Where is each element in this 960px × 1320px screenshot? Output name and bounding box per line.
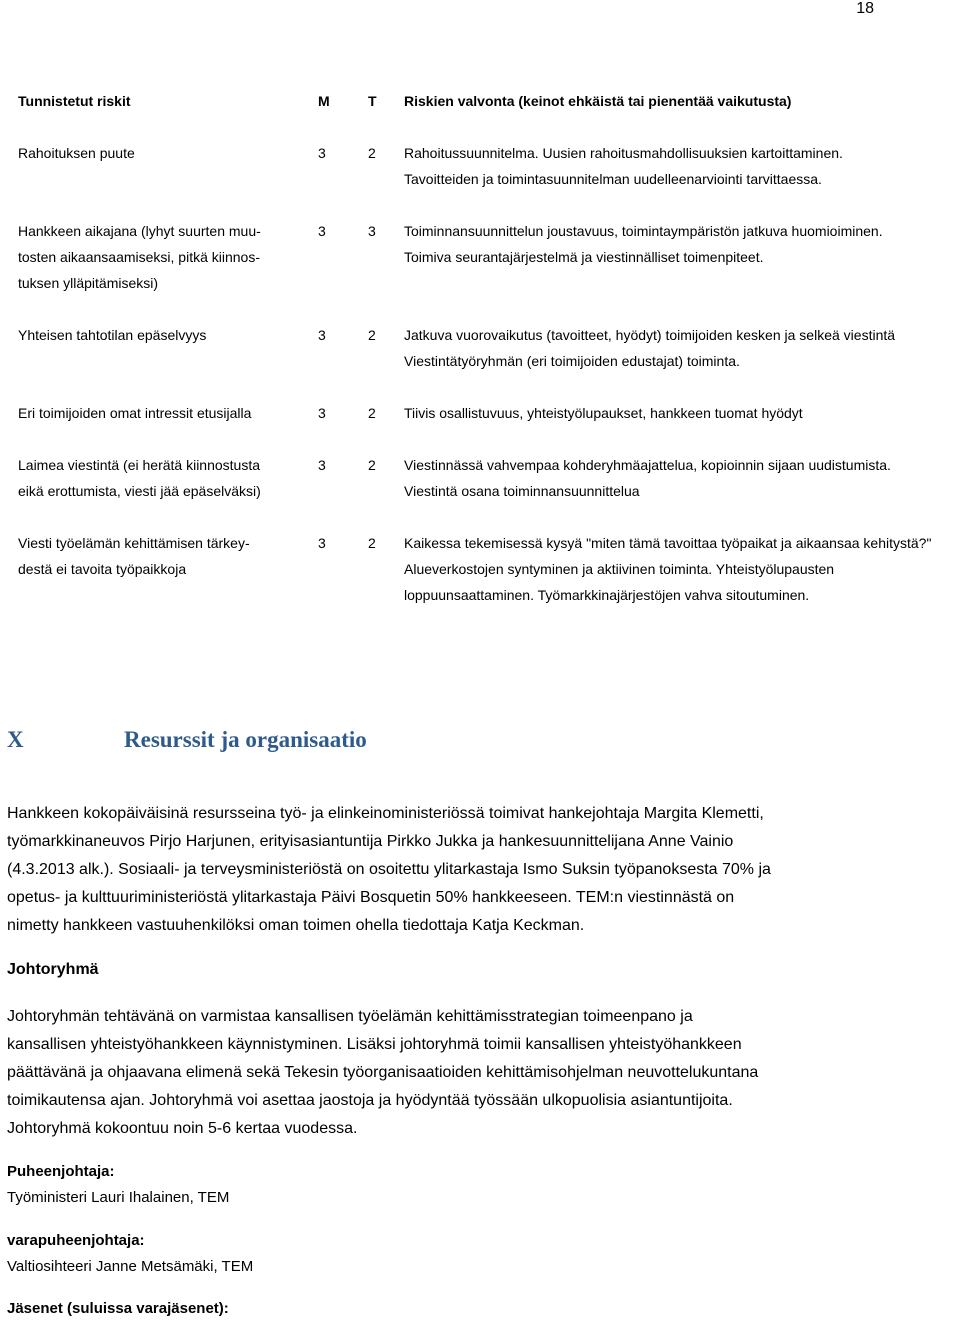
paragraph-line: nimetty hankkeen vastuuhenkilöksi oman toimen ohella tiedottaja Katja Keckman. — [7, 917, 585, 934]
control-cell — [404, 530, 954, 608]
control-cell — [404, 452, 954, 504]
page-number: 18 — [856, 0, 874, 17]
control-text: Viestintä osana toiminnansuunnittelua — [404, 483, 640, 499]
t-cell: 2 — [368, 405, 376, 421]
control-text: Viestintätyöryhmän (eri toimijoiden edustajat) toiminta. — [404, 353, 740, 369]
risk-text: Hankkeen aikajana (lyhyt suurten muu- — [18, 223, 261, 239]
risk-text: Laimea viestintä (ei herätä kiinnostusta — [18, 457, 261, 473]
m-cell: 3 — [318, 405, 326, 421]
paragraph-line: työmarkkinaneuvos Pirjo Harjunen, erityisasiantuntija Pirkko Jukka ja hankesuunnittelijana Anne Vainio — [7, 833, 734, 850]
t-cell: 2 — [368, 327, 376, 343]
vice-chair-label: varapuheenjohtaja: — [7, 1232, 145, 1249]
paragraph-line: kansallisen yhteistyöhankkeen käynnistyminen. Lisäksi johtoryhmä toimii kansallisen yhteistyöhankkeen — [7, 1036, 742, 1053]
members-label: Jäsenet (suluissa varajäsenet): — [7, 1300, 229, 1317]
risk-text: destä ei tavoita työpaikkoja — [18, 561, 187, 577]
steering-group-heading: Johtoryhmä — [7, 961, 99, 978]
risk-text: Viesti työelämän kehittämisen tärkey- — [18, 535, 250, 551]
control-cell — [404, 400, 954, 426]
risk-cell — [18, 140, 288, 166]
paragraph-line: Johtoryhmän tehtävänä on varmistaa kansallisen työelämän kehittämisstrategian toimeenpano ja — [7, 1008, 693, 1025]
header-t: T — [368, 93, 377, 109]
risk-text: Rahoituksen puute — [18, 145, 135, 161]
risk-cell — [18, 218, 288, 296]
paragraph-line: Hankkeen kokopäiväisinä resursseina työ- ja elinkeinoministeriössä toimivat hankejohtaja Margita Klemetti, — [7, 805, 764, 822]
risk-text: eikä erottumista, viesti jää epäselväksi) — [18, 483, 261, 499]
risk-cell — [18, 530, 288, 582]
control-text: Toiminnansuunnittelun joustavuus, toimintaympäristön jatkuva huomioiminen. — [404, 223, 883, 239]
t-cell: 2 — [368, 457, 376, 473]
chair-label: Puheenjohtaja: — [7, 1163, 115, 1180]
m-cell: 3 — [318, 223, 326, 239]
paragraph-line: (4.3.2013 alk.). Sosiaali- ja terveysministeriöstä on osoitettu ylitarkastaja Ismo Suksin työpanoksesta 70% ja — [7, 861, 771, 878]
paragraph-line: Johtoryhmä kokoontuu noin 5-6 kertaa vuodessa. — [7, 1120, 358, 1137]
t-cell: 3 — [368, 223, 376, 239]
paragraph-line: päättävänä ja ohjaavana elimenä sekä Tekesin työorganisaatioiden kehittämisohjelman neuvottelukuntana — [7, 1064, 759, 1081]
control-cell — [404, 218, 954, 270]
control-text: Jatkuva vuorovaikutus (tavoitteet, hyödyt) toimijoiden kesken ja selkeä viestintä — [404, 327, 896, 343]
risk-text: Yhteisen tahtotilan epäselvyys — [18, 327, 207, 343]
section-number: X — [7, 727, 24, 752]
risk-cell — [18, 322, 288, 348]
resources-paragraph — [7, 800, 952, 940]
m-cell: 3 — [318, 327, 326, 343]
chair-name: Työministeri Lauri Ihalainen, TEM — [7, 1189, 230, 1206]
control-cell — [404, 322, 954, 374]
t-cell: 2 — [368, 535, 376, 551]
header-risk-control: Riskien valvonta (keinot ehkäistä tai pienentää vaikutusta) — [404, 93, 792, 109]
control-text: Tavoitteiden ja toimintasuunnitelman uudelleenarviointi tarvittaessa. — [404, 171, 822, 187]
risk-text: tosten aikaansaamiseksi, pitkä kiinnos- — [18, 249, 261, 265]
risk-text: Eri toimijoiden omat intressit etusijalla — [18, 405, 252, 421]
m-cell: 3 — [318, 457, 326, 473]
control-text: Viestinnässä vahvempaa kohderyhmäajattelua, kopioinnin sijaan uudistumista. — [404, 457, 891, 473]
risk-cell — [18, 400, 288, 426]
m-cell: 3 — [318, 535, 326, 551]
risk-text: tuksen ylläpitämiseksi) — [18, 275, 159, 291]
t-cell: 2 — [368, 145, 376, 161]
control-text: loppuunsaattaminen. Työmarkkinajärjestöjen vahva sitoutuminen. — [404, 587, 810, 603]
risk-cell — [18, 452, 288, 504]
control-text: Rahoitussuunnitelma. Uusien rahoitusmahdollisuuksien kartoittaminen. — [404, 145, 843, 161]
control-text: Tiivis osallistuvuus, yhteistyölupaukset, hankkeen tuomat hyödyt — [404, 405, 803, 421]
m-cell: 3 — [318, 145, 326, 161]
vice-chair-name: Valtiosihteeri Janne Metsämäki, TEM — [7, 1258, 254, 1275]
control-text: Alueverkostojen syntyminen ja aktiivinen toiminta. Yhteistyölupausten — [404, 561, 835, 577]
steering-group-paragraph — [7, 1003, 952, 1143]
control-text: Toimiva seurantajärjestelmä ja viestinnälliset toimenpiteet. — [404, 249, 764, 265]
control-text: Kaikessa tekemisessä kysyä "miten tämä tavoittaa työpaikat ja aikaansaa kehitystä?" — [404, 535, 932, 551]
section-title: Resurssit ja organisaatio — [124, 727, 367, 752]
header-risks: Tunnistetut riskit — [18, 93, 131, 109]
header-m: M — [318, 93, 330, 109]
control-cell — [404, 140, 954, 192]
paragraph-line: opetus- ja kulttuuriministeriöstä ylitarkastaja Päivi Bosquetin 50% hankkeeseen. TEM:n viestinnästä on — [7, 889, 735, 906]
paragraph-line: toimikautensa ajan. Johtoryhmä voi asettaa jaostoja ja hyödyntää työssään ulkopuolisia asiantuntijoita. — [7, 1092, 733, 1109]
